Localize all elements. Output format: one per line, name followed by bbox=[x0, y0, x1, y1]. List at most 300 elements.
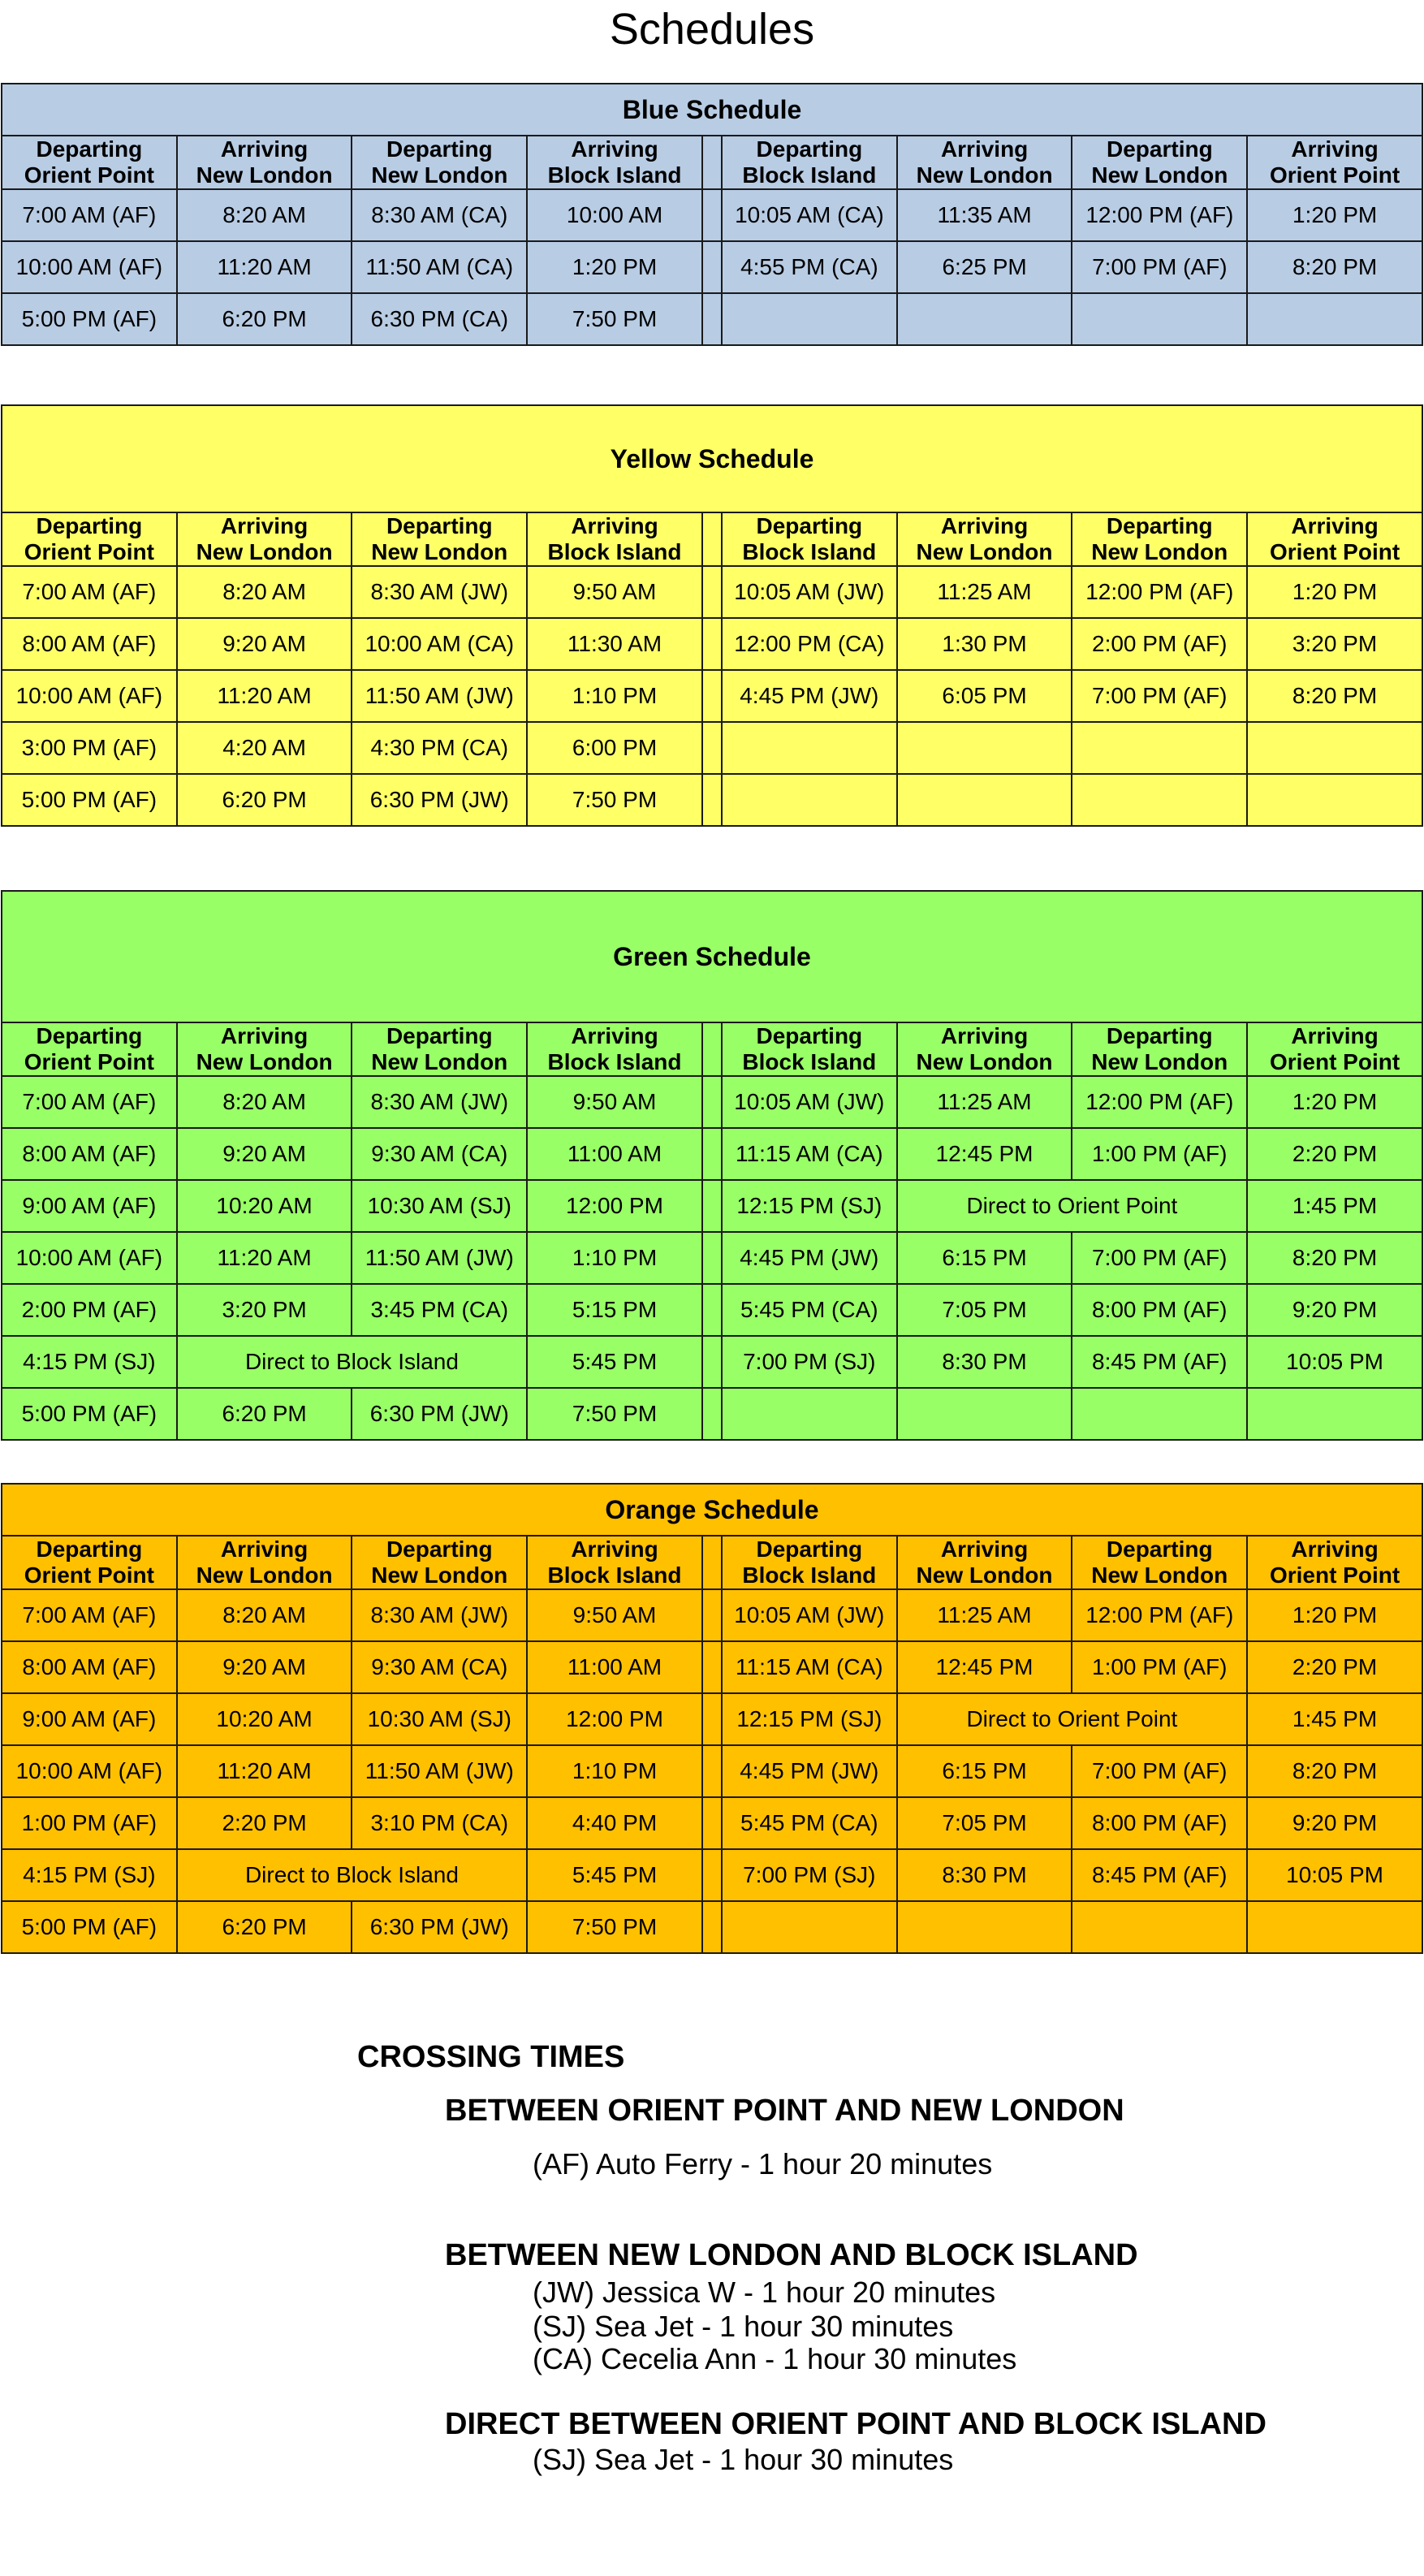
table-row bbox=[2, 1180, 1422, 1232]
time-cell: 4:15 PM (SJ) bbox=[2, 1849, 177, 1901]
time-cell: 10:00 AM (AF) bbox=[2, 670, 177, 722]
time-cell: 5:00 PM (AF) bbox=[2, 1901, 177, 1953]
time-cell: 12:15 PM (SJ) bbox=[722, 1180, 897, 1232]
time-cell: 7:00 PM (SJ) bbox=[722, 1849, 897, 1901]
column-header-line: Departing bbox=[1106, 1537, 1213, 1562]
column-header-line: Arriving bbox=[940, 1023, 1029, 1048]
time-cell: 8:00 PM (AF) bbox=[1072, 1797, 1247, 1849]
table-row bbox=[2, 1849, 1422, 1901]
column-header-line: Block Island bbox=[742, 1562, 877, 1588]
column-header-line: Arriving bbox=[1291, 513, 1379, 538]
time-cell: 8:00 AM (AF) bbox=[2, 1128, 177, 1180]
time-cell: 11:25 AM bbox=[897, 1076, 1072, 1128]
column-header-line: Arriving bbox=[940, 513, 1029, 538]
column-header bbox=[527, 512, 702, 566]
column-header-line: Arriving bbox=[220, 1537, 309, 1562]
time-cell: 10:00 AM (AF) bbox=[2, 1232, 177, 1284]
time-cell: 11:20 AM bbox=[177, 1745, 352, 1797]
time-cell: 10:20 AM bbox=[177, 1180, 352, 1232]
time-cell: 6:30 PM (JW) bbox=[352, 1901, 527, 1953]
jw-crossing-time: (JW) Jessica W - 1 hour 20 minutes bbox=[533, 2276, 996, 2309]
column-header bbox=[2, 512, 177, 566]
column-header-line: Block Island bbox=[547, 539, 682, 564]
column-header-line: New London bbox=[916, 162, 1053, 188]
column-header-line: Arriving bbox=[220, 136, 309, 162]
time-cell: 6:05 PM bbox=[897, 670, 1072, 722]
column-header-line: New London bbox=[371, 539, 508, 564]
column-header-line: Arriving bbox=[571, 513, 658, 538]
column-header bbox=[2, 1536, 177, 1589]
time-cell: 1:20 PM bbox=[1247, 566, 1422, 618]
time-cell: 9:20 AM bbox=[177, 1641, 352, 1693]
column-header-line: Departing bbox=[1107, 136, 1213, 162]
column-header-line: Block Island bbox=[742, 162, 877, 188]
time-cell: 8:20 AM bbox=[177, 1589, 352, 1641]
time-cell: 1:20 PM bbox=[1247, 1076, 1422, 1128]
time-cell: 2:20 PM bbox=[1247, 1128, 1422, 1180]
table-row bbox=[2, 1336, 1422, 1388]
column-header-line: Block Island bbox=[547, 1049, 682, 1074]
time-cell: 1:45 PM bbox=[1247, 1180, 1422, 1232]
table-row bbox=[2, 722, 1422, 774]
column-header-line: Block Island bbox=[547, 1562, 682, 1588]
time-cell: 11:20 AM bbox=[177, 1232, 352, 1284]
column-header-line: Arriving bbox=[220, 513, 309, 538]
column-header bbox=[352, 136, 527, 189]
time-cell: 8:20 AM bbox=[177, 566, 352, 618]
time-cell: 4:20 AM bbox=[177, 722, 352, 774]
table-row bbox=[2, 1076, 1422, 1128]
column-header bbox=[1247, 1536, 1422, 1589]
column-header-line: Arriving bbox=[1291, 1537, 1379, 1562]
time-cell: 1:20 PM bbox=[1247, 1589, 1422, 1641]
time-cell: 12:45 PM bbox=[897, 1128, 1072, 1180]
time-cell: 8:00 PM (AF) bbox=[1072, 1284, 1247, 1336]
table-row bbox=[2, 1232, 1422, 1284]
time-cell: 10:30 AM (SJ) bbox=[352, 1693, 527, 1745]
column-header-line: New London bbox=[371, 1049, 508, 1074]
column-header bbox=[722, 1022, 897, 1076]
time-cell bbox=[897, 774, 1072, 826]
time-cell: 5:45 PM bbox=[527, 1336, 702, 1388]
time-cell: 9:50 AM bbox=[527, 1589, 702, 1641]
table-row bbox=[2, 1745, 1422, 1797]
time-cell: 3:20 PM bbox=[1247, 618, 1422, 670]
time-cell: 8:30 PM bbox=[897, 1849, 1072, 1901]
time-cell: 8:30 AM (CA) bbox=[352, 189, 527, 241]
column-header-line: Arriving bbox=[1291, 1023, 1379, 1048]
time-cell bbox=[1247, 1388, 1422, 1440]
time-cell: 7:00 PM (AF) bbox=[1072, 1745, 1247, 1797]
af-crossing-time: (AF) Auto Ferry - 1 hour 20 minutes bbox=[533, 2147, 993, 2181]
column-header bbox=[897, 136, 1072, 189]
column-separator bbox=[702, 1022, 722, 1076]
time-cell: 11:50 AM (JW) bbox=[352, 1745, 527, 1797]
column-header-line: New London bbox=[916, 1562, 1053, 1588]
time-cell: 9:00 AM (AF) bbox=[2, 1180, 177, 1232]
time-cell: 10:05 AM (JW) bbox=[722, 566, 897, 618]
time-cell: 8:20 AM bbox=[177, 1076, 352, 1128]
time-cell: 11:00 AM bbox=[527, 1128, 702, 1180]
column-header-line: Orient Point bbox=[1269, 539, 1400, 564]
op-nl-heading: BETWEEN ORIENT POINT AND NEW LONDON bbox=[445, 2094, 1124, 2128]
column-header bbox=[352, 1022, 527, 1076]
column-header bbox=[527, 1022, 702, 1076]
time-cell: 1:00 PM (AF) bbox=[1072, 1641, 1247, 1693]
column-header bbox=[1072, 512, 1247, 566]
time-cell: 12:00 PM (AF) bbox=[1072, 1076, 1247, 1128]
time-cell: 4:45 PM (JW) bbox=[722, 1232, 897, 1284]
time-cell: 10:05 AM (JW) bbox=[722, 1076, 897, 1128]
column-header-line: Departing bbox=[1106, 513, 1213, 538]
table-row bbox=[2, 1693, 1422, 1745]
sj-crossing-time: (SJ) Sea Jet - 1 hour 30 minutes bbox=[533, 2310, 954, 2343]
time-cell bbox=[1072, 1388, 1247, 1440]
column-header bbox=[527, 136, 702, 189]
sj-direct-crossing-time: (SJ) Sea Jet - 1 hour 30 minutes bbox=[533, 2443, 954, 2476]
time-cell: 6:20 PM bbox=[177, 293, 352, 345]
time-cell: 8:30 PM bbox=[897, 1336, 1072, 1388]
table-row bbox=[2, 1128, 1422, 1180]
time-cell: 11:30 AM bbox=[527, 618, 702, 670]
ca-crossing-time: (CA) Cecelia Ann - 1 hour 30 minutes bbox=[533, 2342, 1017, 2375]
time-cell: 6:30 PM (CA) bbox=[352, 293, 527, 345]
table-row bbox=[2, 1641, 1422, 1693]
column-header-line: Departing bbox=[36, 1537, 143, 1562]
column-separator bbox=[702, 1901, 722, 1953]
column-header bbox=[897, 512, 1072, 566]
column-header-line: Departing bbox=[36, 513, 143, 538]
time-cell: 9:00 AM (AF) bbox=[2, 1693, 177, 1745]
time-cell: 4:45 PM (JW) bbox=[722, 670, 897, 722]
table-row bbox=[2, 1284, 1422, 1336]
column-header-line: New London bbox=[196, 162, 333, 188]
time-cell: 3:20 PM bbox=[177, 1284, 352, 1336]
time-cell: 8:20 PM bbox=[1247, 1745, 1422, 1797]
time-cell bbox=[1247, 774, 1422, 826]
schedule-title: Yellow Schedule bbox=[2, 405, 1422, 512]
time-cell: 6:20 PM bbox=[177, 774, 352, 826]
time-cell: 5:15 PM bbox=[527, 1284, 702, 1336]
time-cell bbox=[722, 293, 897, 345]
time-cell: 12:00 PM bbox=[527, 1180, 702, 1232]
column-header-line: Orient Point bbox=[24, 1049, 154, 1074]
column-separator bbox=[702, 1232, 722, 1284]
column-separator bbox=[702, 774, 722, 826]
time-cell bbox=[1072, 293, 1247, 345]
column-separator bbox=[702, 1849, 722, 1901]
time-cell bbox=[1072, 722, 1247, 774]
time-cell: 7:05 PM bbox=[897, 1797, 1072, 1849]
time-cell: 11:50 AM (CA) bbox=[352, 241, 527, 293]
time-cell: 11:00 AM bbox=[527, 1641, 702, 1693]
column-separator bbox=[702, 566, 722, 618]
column-header-line: Arriving bbox=[940, 1537, 1029, 1562]
column-header-line: Arriving bbox=[571, 1023, 658, 1048]
time-cell: 2:20 PM bbox=[177, 1797, 352, 1849]
time-cell: 1:10 PM bbox=[527, 1745, 702, 1797]
time-cell: 5:00 PM (AF) bbox=[2, 774, 177, 826]
time-cell: 10:30 AM (SJ) bbox=[352, 1180, 527, 1232]
time-cell: 3:00 PM (AF) bbox=[2, 722, 177, 774]
column-separator bbox=[702, 618, 722, 670]
time-cell: 4:45 PM (JW) bbox=[722, 1745, 897, 1797]
column-header bbox=[897, 1022, 1072, 1076]
column-separator bbox=[702, 1693, 722, 1745]
table-row bbox=[2, 774, 1422, 826]
column-header bbox=[722, 512, 897, 566]
time-cell: 9:50 AM bbox=[527, 566, 702, 618]
nl-bi-heading: BETWEEN NEW LONDON AND BLOCK ISLAND bbox=[445, 2238, 1138, 2272]
time-cell: 2:00 PM (AF) bbox=[1072, 618, 1247, 670]
time-cell: 5:45 PM bbox=[527, 1849, 702, 1901]
time-cell: 11:50 AM (JW) bbox=[352, 1232, 527, 1284]
column-header-line: New London bbox=[1091, 1562, 1228, 1588]
schedule-title: Green Schedule bbox=[2, 891, 1422, 1022]
column-header-line: Orient Point bbox=[24, 162, 154, 188]
time-cell bbox=[897, 1901, 1072, 1953]
table-row bbox=[2, 566, 1422, 618]
time-cell bbox=[1247, 293, 1422, 345]
time-cell: 1:10 PM bbox=[527, 1232, 702, 1284]
time-cell: 12:45 PM bbox=[897, 1641, 1072, 1693]
column-separator bbox=[702, 1128, 722, 1180]
time-cell: 9:20 PM bbox=[1247, 1284, 1422, 1336]
column-header-line: Departing bbox=[36, 1023, 143, 1048]
time-cell: 6:20 PM bbox=[177, 1388, 352, 1440]
time-cell bbox=[1072, 774, 1247, 826]
column-header-line: New London bbox=[371, 1562, 508, 1588]
column-header-line: Arriving bbox=[220, 1023, 309, 1048]
table-row bbox=[2, 293, 1422, 345]
time-cell: 11:20 AM bbox=[177, 241, 352, 293]
time-cell: 7:00 AM (AF) bbox=[2, 189, 177, 241]
column-header-line: Departing bbox=[36, 136, 143, 162]
time-cell: 1:00 PM (AF) bbox=[1072, 1128, 1247, 1180]
direct-route-cell: Direct to Block Island bbox=[177, 1849, 527, 1901]
time-cell: 7:00 AM (AF) bbox=[2, 566, 177, 618]
column-header bbox=[1247, 1022, 1422, 1076]
column-separator bbox=[702, 136, 722, 189]
time-cell: 10:00 AM (AF) bbox=[2, 241, 177, 293]
column-header-line: New London bbox=[196, 1562, 333, 1588]
time-cell: 9:20 PM bbox=[1247, 1797, 1422, 1849]
time-cell: 5:45 PM (CA) bbox=[722, 1284, 897, 1336]
column-header bbox=[1072, 1536, 1247, 1589]
column-header-line: Departing bbox=[386, 1537, 493, 1562]
time-cell: 6:30 PM (JW) bbox=[352, 1388, 527, 1440]
column-header bbox=[177, 1022, 352, 1076]
column-separator bbox=[702, 1745, 722, 1797]
time-cell bbox=[897, 722, 1072, 774]
column-header-line: New London bbox=[1091, 539, 1228, 564]
column-header-line: Departing bbox=[756, 1537, 863, 1562]
time-cell bbox=[897, 1388, 1072, 1440]
time-cell bbox=[722, 1901, 897, 1953]
column-separator bbox=[702, 722, 722, 774]
column-separator bbox=[702, 1284, 722, 1336]
time-cell bbox=[722, 1388, 897, 1440]
table-row bbox=[2, 1901, 1422, 1953]
column-separator bbox=[702, 189, 722, 241]
column-header bbox=[527, 1536, 702, 1589]
column-header-line: Orient Point bbox=[1269, 1049, 1400, 1074]
time-cell: 7:00 PM (SJ) bbox=[722, 1336, 897, 1388]
crossing-times-title: CROSSING TIMES bbox=[357, 2040, 625, 2074]
orange-schedule-table bbox=[1, 1483, 1423, 1954]
time-cell: 1:20 PM bbox=[527, 241, 702, 293]
time-cell bbox=[1247, 722, 1422, 774]
direct-route-cell: Direct to Orient Point bbox=[897, 1180, 1247, 1232]
column-separator bbox=[702, 293, 722, 345]
column-header-line: Orient Point bbox=[24, 1562, 154, 1588]
time-cell: 8:20 PM bbox=[1247, 670, 1422, 722]
column-separator bbox=[702, 1797, 722, 1849]
column-separator bbox=[702, 1336, 722, 1388]
direct-route-cell: Direct to Block Island bbox=[177, 1336, 527, 1388]
column-header bbox=[1247, 136, 1422, 189]
time-cell: 7:00 AM (AF) bbox=[2, 1076, 177, 1128]
column-header-line: Block Island bbox=[742, 539, 877, 564]
time-cell: 4:30 PM (CA) bbox=[352, 722, 527, 774]
column-header-line: Block Island bbox=[742, 1049, 877, 1074]
time-cell: 9:30 AM (CA) bbox=[352, 1128, 527, 1180]
column-separator bbox=[702, 1076, 722, 1128]
column-header-line: New London bbox=[196, 1049, 333, 1074]
column-header bbox=[352, 1536, 527, 1589]
time-cell: 10:05 AM (JW) bbox=[722, 1589, 897, 1641]
column-header-line: New London bbox=[196, 539, 333, 564]
time-cell: 7:50 PM bbox=[527, 293, 702, 345]
time-cell: 5:00 PM (AF) bbox=[2, 1388, 177, 1440]
time-cell: 8:20 PM bbox=[1247, 1232, 1422, 1284]
time-cell: 7:00 PM (AF) bbox=[1072, 670, 1247, 722]
time-cell: 6:20 PM bbox=[177, 1901, 352, 1953]
time-cell: 12:00 PM (CA) bbox=[722, 618, 897, 670]
column-header bbox=[897, 1536, 1072, 1589]
time-cell: 7:50 PM bbox=[527, 774, 702, 826]
column-header-line: Arriving bbox=[1291, 136, 1379, 162]
time-cell: 10:00 AM (AF) bbox=[2, 1745, 177, 1797]
time-cell: 9:20 AM bbox=[177, 1128, 352, 1180]
time-cell: 12:00 PM (AF) bbox=[1072, 189, 1247, 241]
time-cell: 6:15 PM bbox=[897, 1232, 1072, 1284]
time-cell: 11:35 AM bbox=[897, 189, 1072, 241]
time-cell: 10:00 AM (CA) bbox=[352, 618, 527, 670]
time-cell: 1:30 PM bbox=[897, 618, 1072, 670]
time-cell: 8:30 AM (JW) bbox=[352, 1076, 527, 1128]
time-cell: 12:00 PM (AF) bbox=[1072, 1589, 1247, 1641]
blue-schedule bbox=[1, 83, 1423, 346]
time-cell: 7:50 PM bbox=[527, 1388, 702, 1440]
column-separator bbox=[702, 512, 722, 566]
table-row bbox=[2, 189, 1422, 241]
column-header-line: Departing bbox=[756, 1023, 863, 1048]
column-header-line: Departing bbox=[756, 513, 863, 538]
time-cell: 11:20 AM bbox=[177, 670, 352, 722]
time-cell: 12:00 PM (AF) bbox=[1072, 566, 1247, 618]
time-cell: 4:55 PM (CA) bbox=[722, 241, 897, 293]
column-header-line: Departing bbox=[386, 513, 493, 538]
column-header-line: New London bbox=[371, 162, 508, 188]
time-cell: 3:45 PM (CA) bbox=[352, 1284, 527, 1336]
time-cell: 4:40 PM bbox=[527, 1797, 702, 1849]
time-cell: 5:00 PM (AF) bbox=[2, 293, 177, 345]
table-row bbox=[2, 670, 1422, 722]
time-cell: 6:00 PM bbox=[527, 722, 702, 774]
yellow-schedule-table bbox=[1, 404, 1423, 827]
column-header-line: Arriving bbox=[571, 1537, 658, 1562]
blue-schedule-table bbox=[1, 83, 1423, 346]
time-cell: 9:30 AM (CA) bbox=[352, 1641, 527, 1693]
column-header-line: Departing bbox=[1106, 1023, 1213, 1048]
green-schedule-table bbox=[1, 890, 1423, 1441]
column-header-line: Departing bbox=[756, 136, 863, 162]
time-cell: 11:15 AM (CA) bbox=[722, 1641, 897, 1693]
time-cell bbox=[1072, 1901, 1247, 1953]
column-header bbox=[177, 512, 352, 566]
column-separator bbox=[702, 1589, 722, 1641]
column-header bbox=[1247, 512, 1422, 566]
column-header bbox=[1072, 1022, 1247, 1076]
green-schedule bbox=[1, 890, 1423, 1441]
column-header bbox=[722, 136, 897, 189]
column-header-line: Block Island bbox=[547, 162, 682, 188]
yellow-schedule bbox=[1, 404, 1423, 827]
time-cell: 8:20 PM bbox=[1247, 241, 1422, 293]
time-cell: 1:45 PM bbox=[1247, 1693, 1422, 1745]
column-separator bbox=[702, 1180, 722, 1232]
time-cell: 11:25 AM bbox=[897, 1589, 1072, 1641]
time-cell: 12:00 PM bbox=[527, 1693, 702, 1745]
time-cell: 4:15 PM (SJ) bbox=[2, 1336, 177, 1388]
column-separator bbox=[702, 1536, 722, 1589]
time-cell: 7:00 PM (AF) bbox=[1072, 241, 1247, 293]
time-cell bbox=[1247, 1901, 1422, 1953]
table-row bbox=[2, 1388, 1422, 1440]
column-header-line: Orient Point bbox=[1269, 1562, 1400, 1588]
column-header bbox=[177, 1536, 352, 1589]
time-cell: 10:20 AM bbox=[177, 1693, 352, 1745]
time-cell: 8:45 PM (AF) bbox=[1072, 1849, 1247, 1901]
time-cell: 9:50 AM bbox=[527, 1076, 702, 1128]
table-row bbox=[2, 618, 1422, 670]
column-header bbox=[177, 136, 352, 189]
column-header-line: Orient Point bbox=[1269, 162, 1400, 188]
column-separator bbox=[702, 670, 722, 722]
time-cell: 7:00 AM (AF) bbox=[2, 1589, 177, 1641]
page-title: Schedules bbox=[609, 5, 815, 54]
time-cell: 6:15 PM bbox=[897, 1745, 1072, 1797]
time-cell: 3:10 PM (CA) bbox=[352, 1797, 527, 1849]
column-header bbox=[1072, 136, 1247, 189]
time-cell: 11:25 AM bbox=[897, 566, 1072, 618]
time-cell: 8:00 AM (AF) bbox=[2, 618, 177, 670]
time-cell: 11:15 AM (CA) bbox=[722, 1128, 897, 1180]
column-header-line: New London bbox=[916, 1049, 1053, 1074]
column-header-line: New London bbox=[1091, 162, 1228, 188]
time-cell: 10:05 AM (CA) bbox=[722, 189, 897, 241]
table-row bbox=[2, 1589, 1422, 1641]
column-header bbox=[722, 1536, 897, 1589]
time-cell: 8:20 AM bbox=[177, 189, 352, 241]
time-cell: 10:00 AM bbox=[527, 189, 702, 241]
time-cell: 7:05 PM bbox=[897, 1284, 1072, 1336]
time-cell bbox=[722, 774, 897, 826]
time-cell: 8:30 AM (JW) bbox=[352, 566, 527, 618]
time-cell: 7:00 PM (AF) bbox=[1072, 1232, 1247, 1284]
time-cell: 12:15 PM (SJ) bbox=[722, 1693, 897, 1745]
